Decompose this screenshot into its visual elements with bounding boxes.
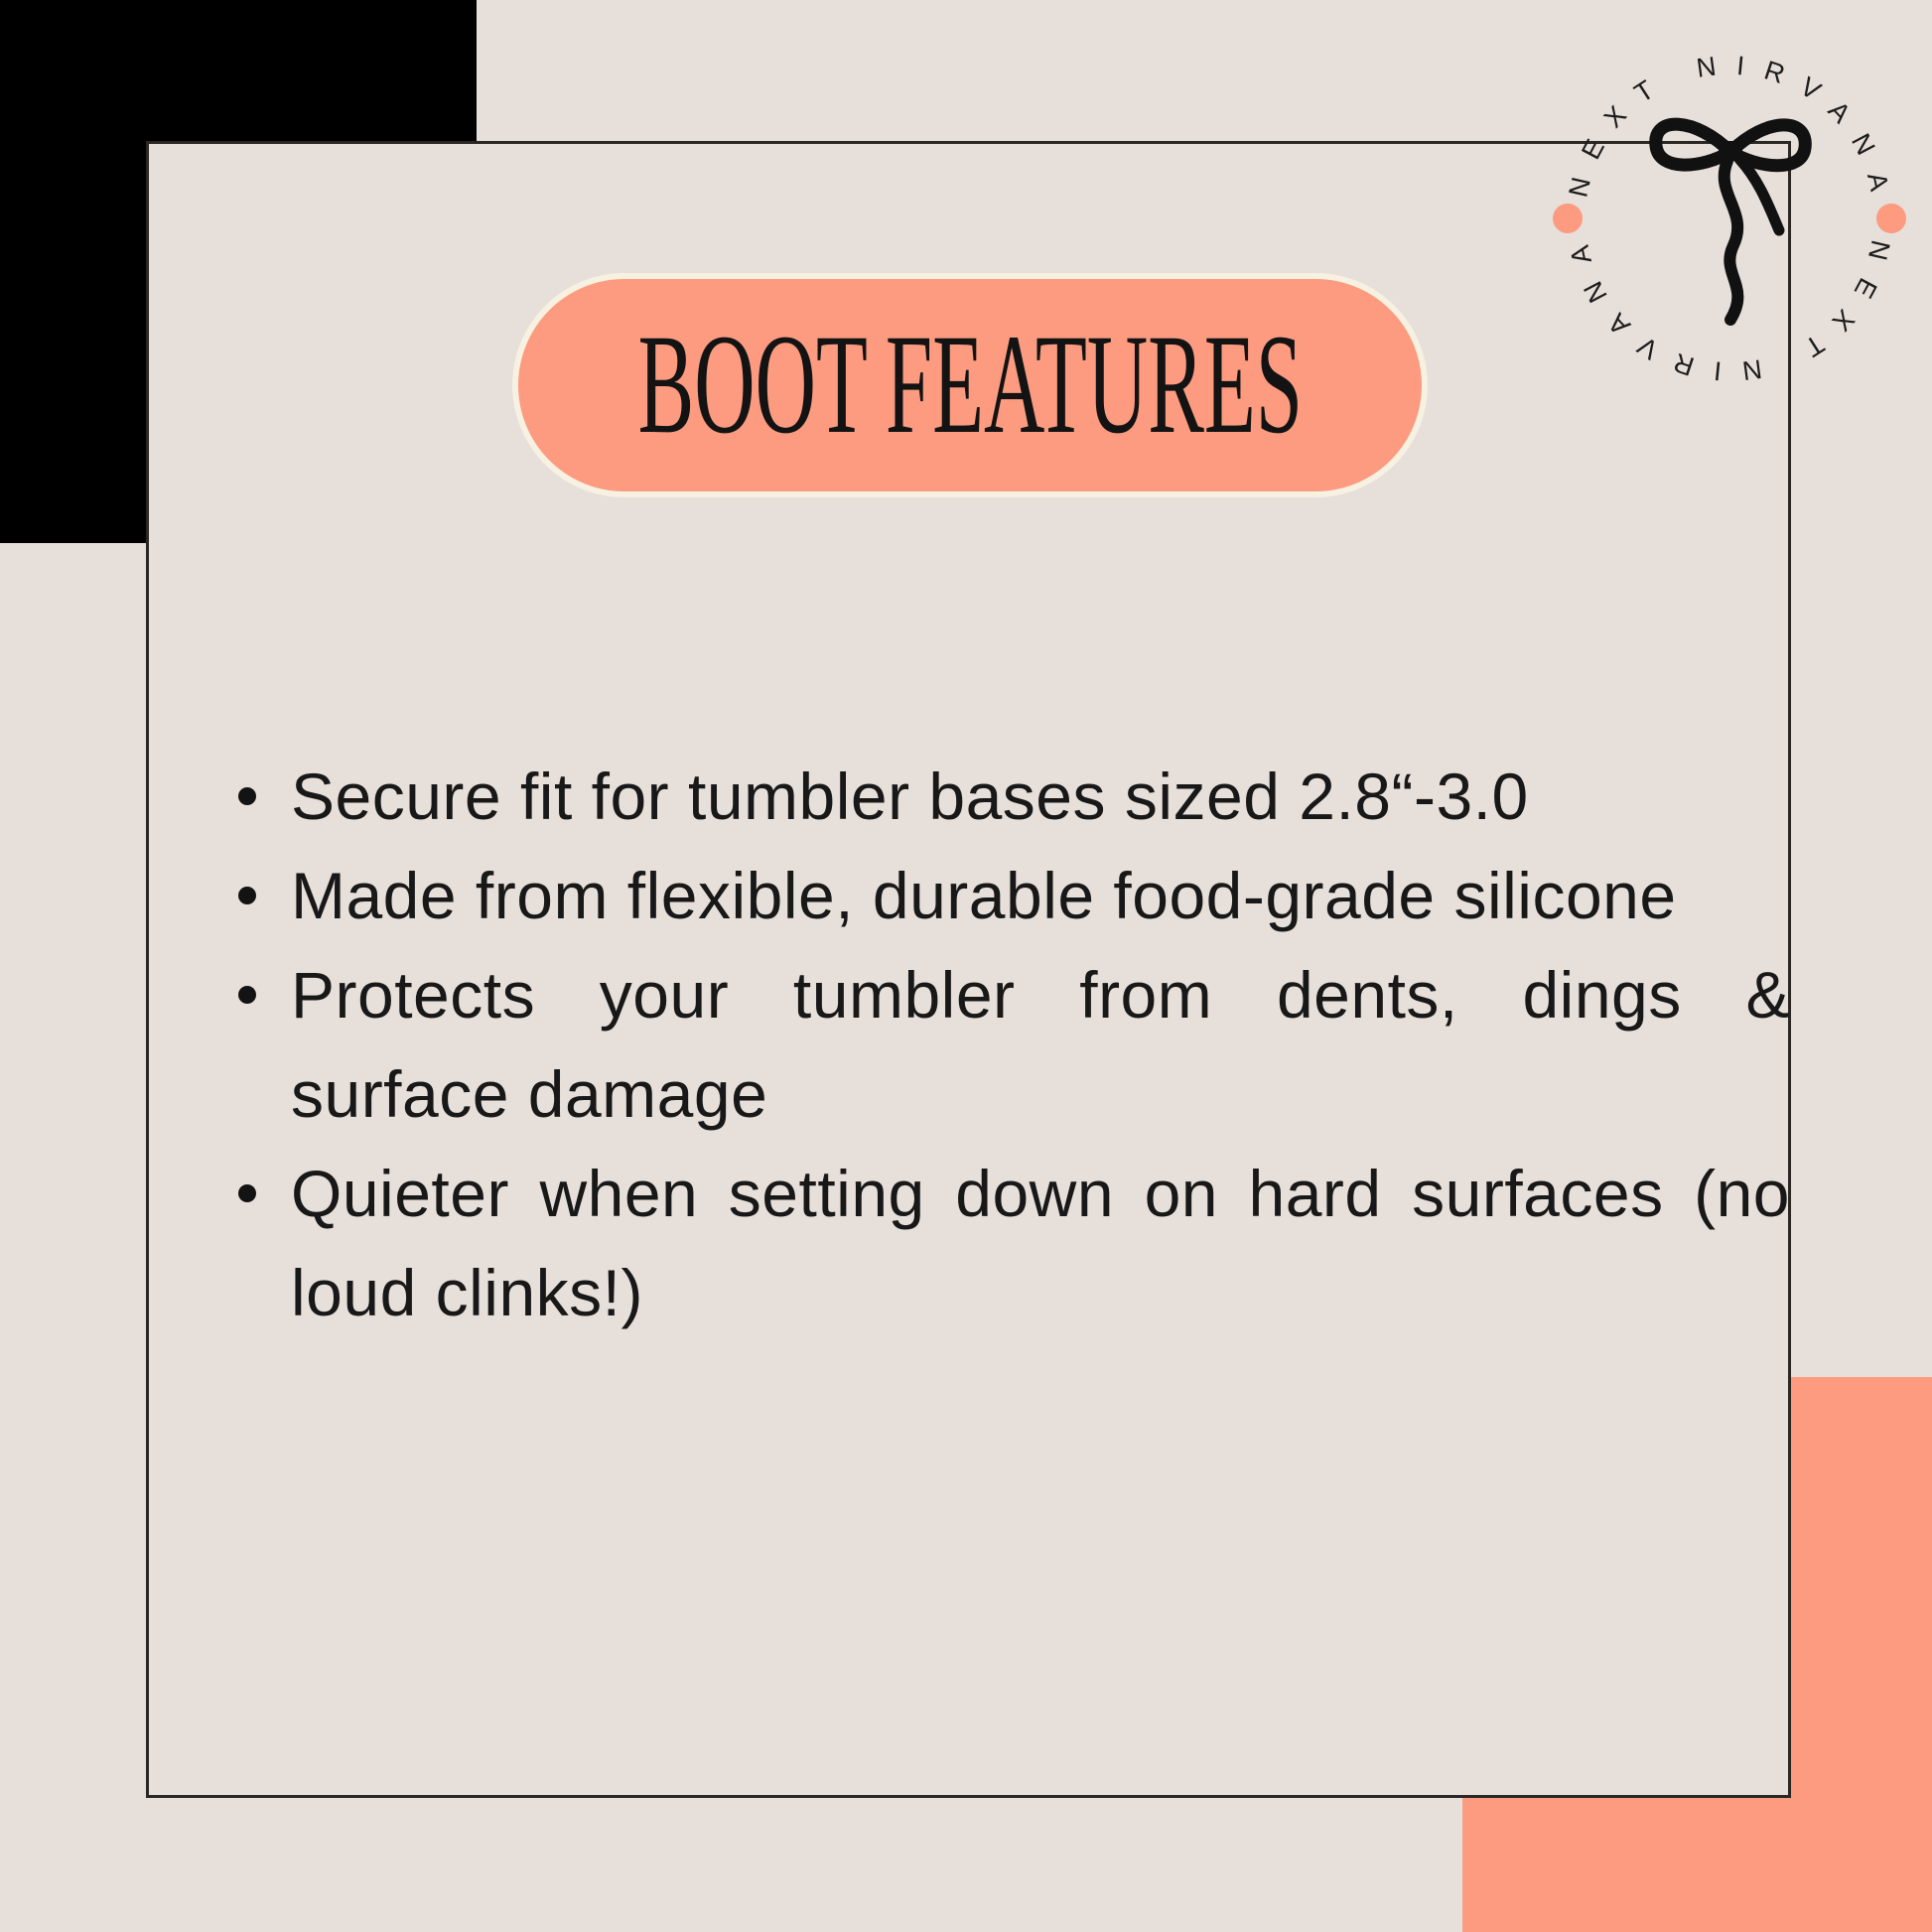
brand-logo	[1529, 10, 1930, 411]
bullet-dot	[238, 787, 256, 805]
feature-text: Quieter when setting down on hard surfaces (no	[291, 1157, 1790, 1230]
list-item	[238, 945, 1790, 1144]
title-pill	[512, 273, 1428, 497]
bullet-dot	[238, 887, 256, 904]
list-item	[238, 1144, 1790, 1342]
wordmark-arc-bottom: NEXT NIRVANA	[1563, 236, 1896, 387]
bullet-dot	[238, 1184, 256, 1202]
feature-text: Made from flexible, durable food-grade silicone	[291, 859, 1677, 932]
page-title: BOOT FEATURES	[637, 306, 1303, 464]
feature-list	[238, 747, 1790, 1342]
list-item	[238, 846, 1790, 945]
logo-dot-left	[1553, 204, 1583, 233]
logo-dot-right	[1876, 204, 1906, 233]
bullet-dot	[238, 986, 256, 1004]
ribbon-bow-icon	[1656, 124, 1806, 320]
feature-text: Secure fit for tumbler bases sized 2.8“-3.0	[291, 759, 1529, 833]
feature-text: loud clinks!)	[291, 1256, 643, 1329]
feature-text: surface damage	[291, 1057, 768, 1131]
list-item	[238, 747, 1790, 846]
feature-text: Protects your tumbler from dents, dings &	[291, 958, 1790, 1032]
wordmark-arc-top: NEXT NIRVANA	[1563, 50, 1896, 201]
